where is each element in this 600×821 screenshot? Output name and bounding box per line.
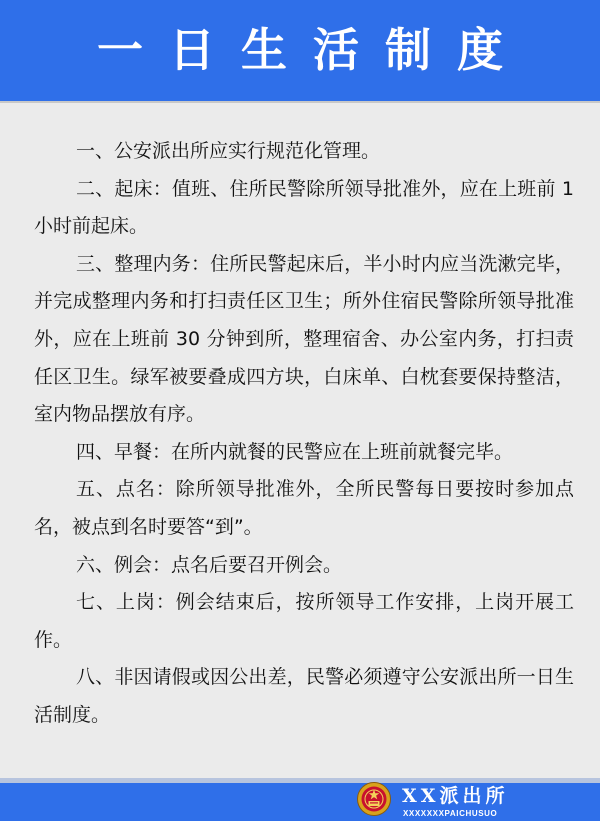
rule-item-8: 八、非因请假或因公出差，民警必须遵守公安派出所一日生活制度。 — [34, 666, 574, 726]
rule-item-2: 二、起床：值班、住所民警除所领导批准外，应在上班前 1 小时前起床。 — [34, 177, 574, 238]
rules-body — [34, 133, 574, 735]
rule-item-4: 四、早餐：在所内就餐的民警应在上班前就餐完毕。 — [76, 440, 514, 463]
rule-item-7: 七、上岗：例会结束后，按所领导工作安排，上岗开展工作。 — [34, 591, 574, 651]
footer-bar — [0, 778, 600, 821]
page-title: 一日生活制度 — [97, 23, 529, 77]
rule-item-5: 五、点名：除所领导批准外，全所民警每日要按时参加点名，被点到名时要答“到”。 — [34, 478, 574, 538]
rule-item-3: 三、整理内务：住所民警起床后，半小时内应当洗漱完毕，并完成整理内务和打扫责任区卫生；所外住宿民警除所领导批准外，应在上班前 30 分钟到所，整理宿舍、办公室内务，打扫责任区卫生。绿军被要叠成四方块，白床单、白枕套要保持整洁，室内物品摆放有序。 — [34, 252, 574, 426]
police-emblem-icon — [356, 781, 392, 817]
station-name: XX派出所 — [402, 785, 509, 807]
station-pinyin: XXXXXXXPAICHUSUO — [403, 809, 498, 818]
rule-item-1: 一、公安派出所应实行规范化管理。 — [76, 140, 381, 162]
header-bar — [0, 0, 600, 103]
rule-item-6: 六、例会：点名后要召开例会。 — [76, 553, 343, 576]
